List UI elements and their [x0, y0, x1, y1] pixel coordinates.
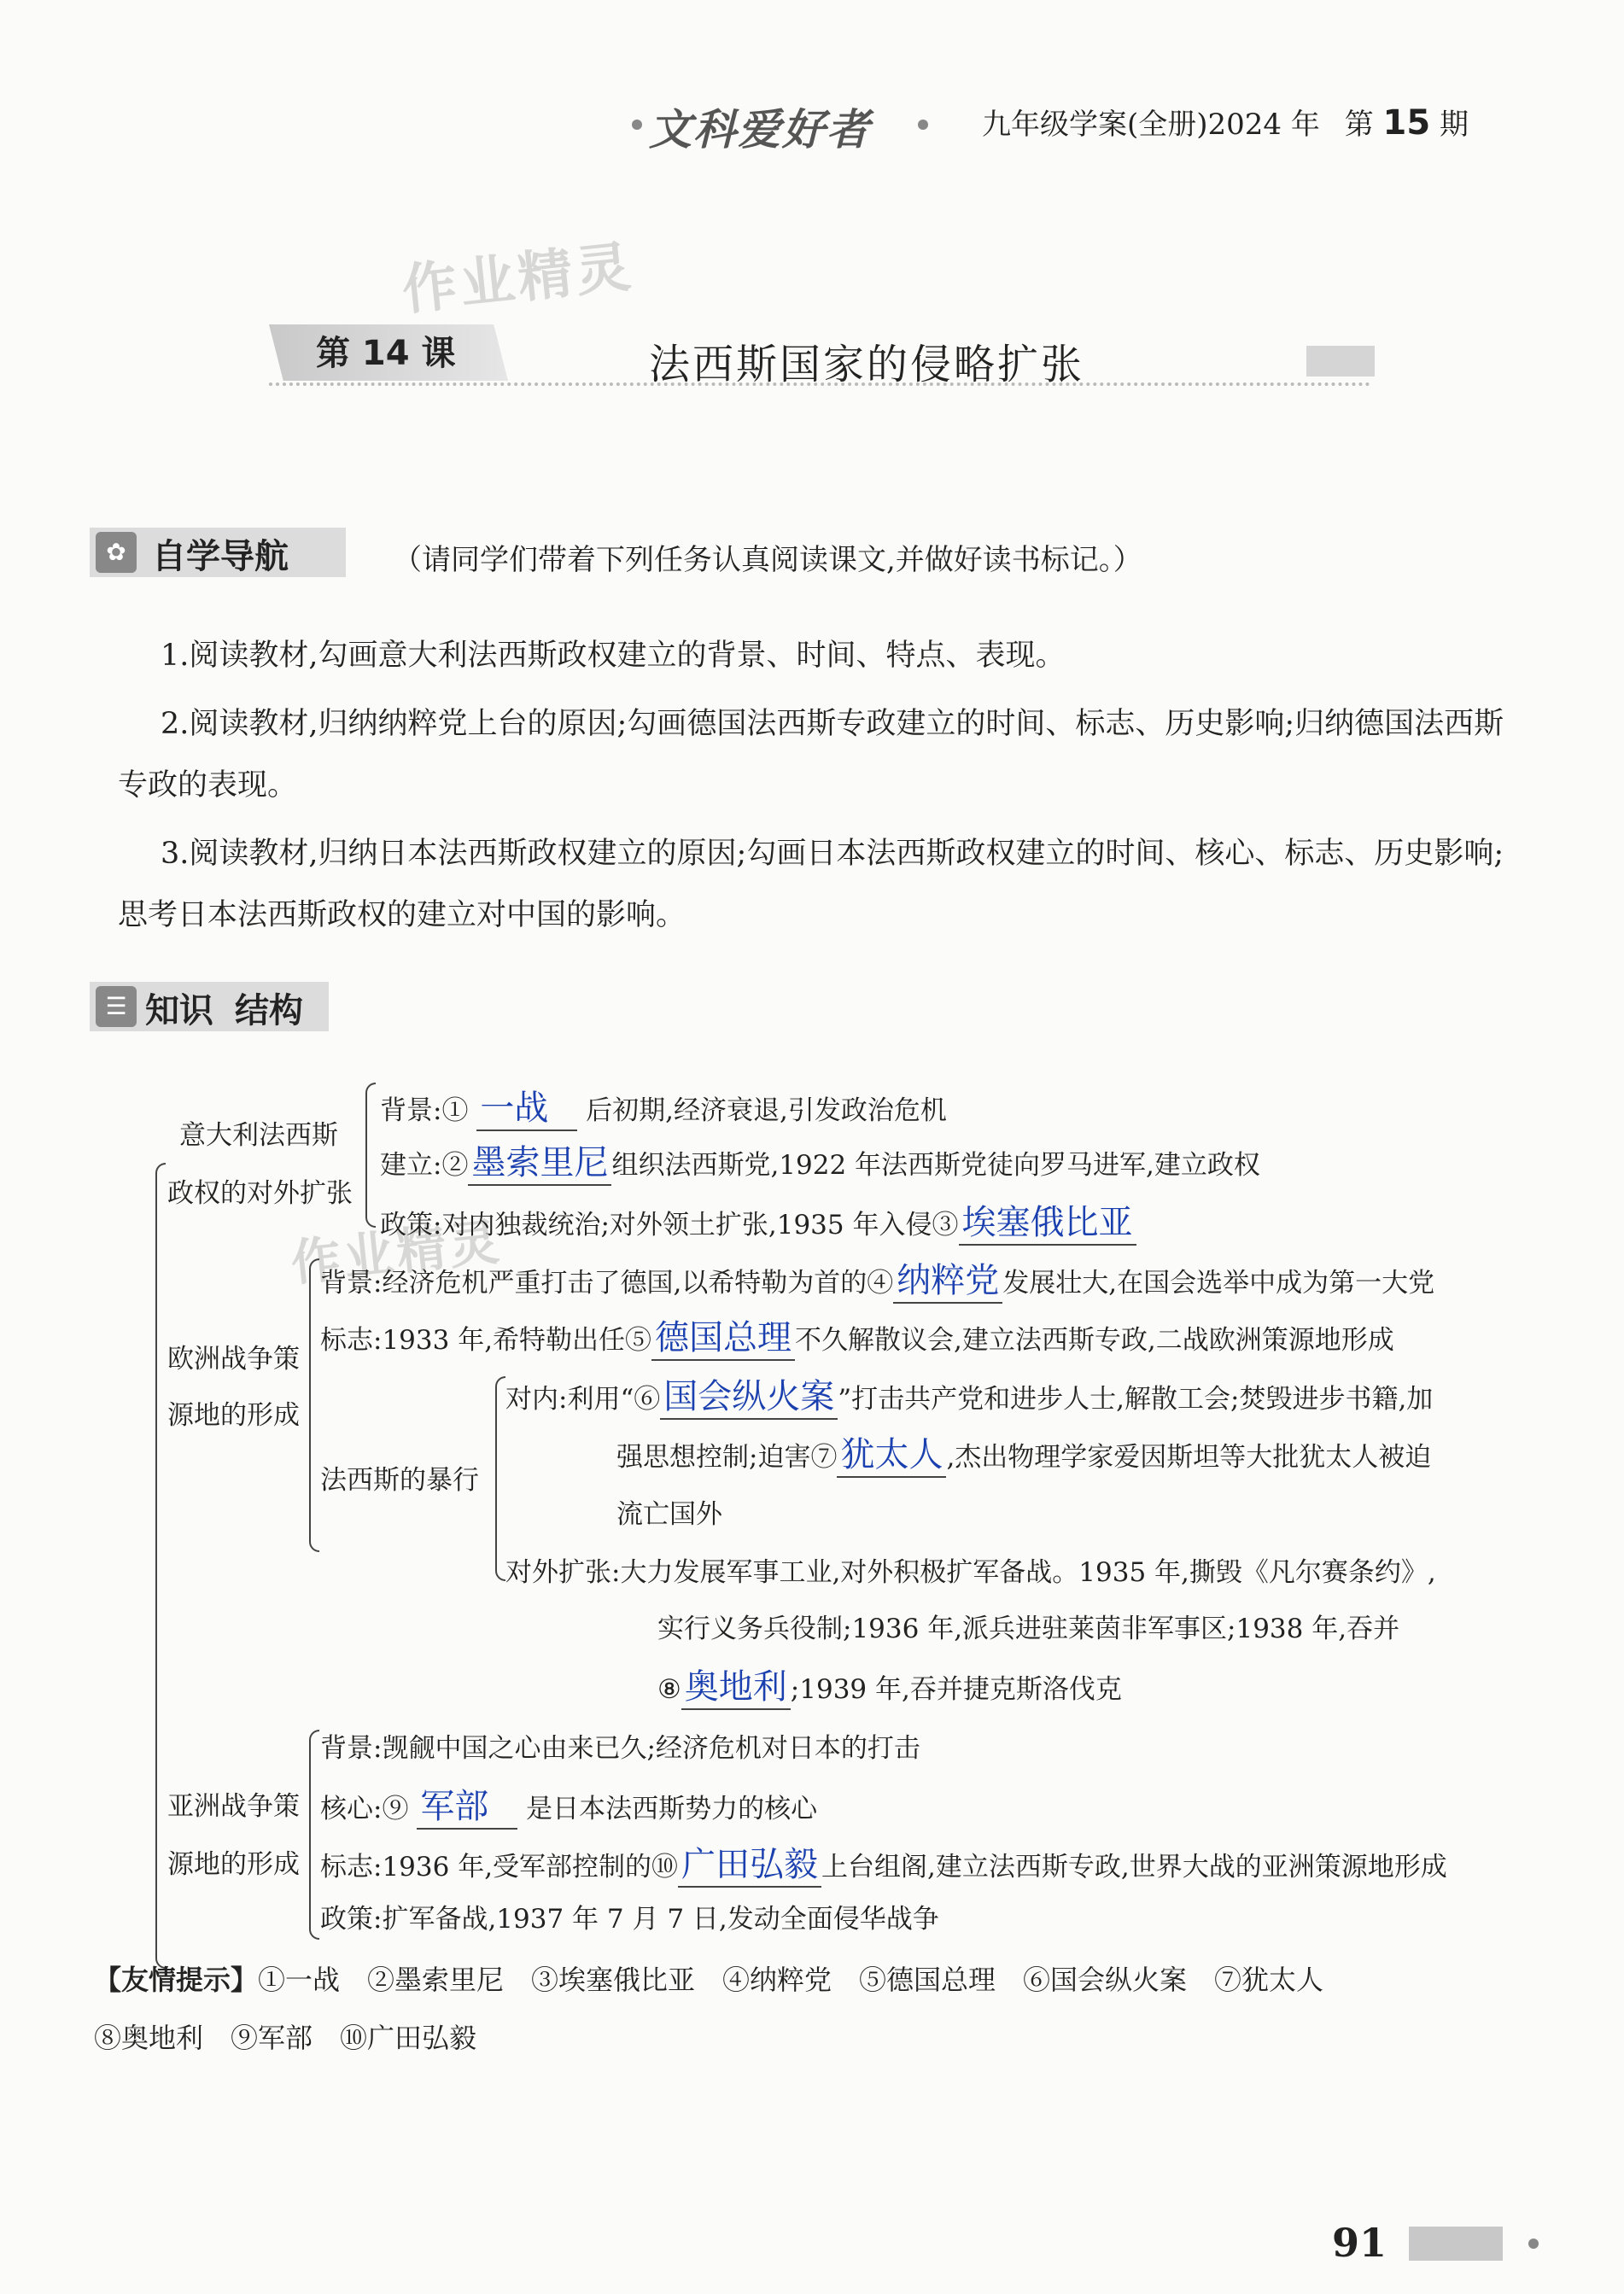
europe-sign-pre: 标志:1933 年,希特勒出任⑤ — [320, 1325, 652, 1356]
atrocity-brace — [495, 1376, 505, 1581]
italy-est-answer: 墨索里尼 — [468, 1135, 611, 1186]
europe-internal-3: 流亡国外 — [616, 1499, 722, 1530]
issue-info — [982, 101, 1469, 143]
page-number: 91 — [1332, 2220, 1387, 2266]
asia-policy: 政策:扩军备战,1937 年 7 月 7 日,发动全面侵华战争 — [320, 1904, 939, 1935]
italy-bg-pre: 背景:① — [380, 1095, 469, 1126]
header-dot-right — [918, 120, 928, 130]
issue-suffix: 期 — [1439, 108, 1469, 142]
title-divider — [269, 382, 1370, 386]
self-study-note: （请同学们带着下列任务认真阅读课文,并做好读书标记。） — [393, 543, 1142, 577]
issue-prefix: 九年级学案(全册)2024 年 — [982, 108, 1320, 142]
italy-bg-answer: 一战 — [476, 1081, 577, 1131]
asia-core — [320, 1779, 817, 1830]
italy-label-1: 意大利法西斯 — [179, 1120, 338, 1151]
europe-sign-answer: 德国总理 — [651, 1310, 795, 1361]
task-item-2: 2.阅读教材,归纳纳粹党上台的原因;勾画德国法西斯专政建立的时间、标志、历史影响;归纳德国法西斯专政的表现。 — [118, 707, 1504, 803]
italy-background — [380, 1081, 947, 1131]
italy-pol-answer: 埃塞俄比亚 — [959, 1195, 1136, 1246]
europe-label-2: 源地的形成 — [167, 1400, 300, 1431]
europe-sign — [320, 1310, 1394, 1361]
structure-icon: ☰ — [96, 986, 137, 1027]
asia-brace — [309, 1730, 319, 1940]
europe-external-1: 对外扩张:大力发展军事工业,对外积极扩军备战。1935 年,撕毁《凡尔赛条约》, — [505, 1557, 1436, 1588]
europe-out3-answer: 奥地利 — [681, 1660, 791, 1710]
italy-est-pre: 建立:② — [380, 1150, 469, 1181]
europe-external-2: 实行义务兵役制;1936 年,派兵进驻莱茵非军事区;1938 年,吞并 — [657, 1614, 1400, 1644]
footer-dot — [1528, 2239, 1539, 2249]
lesson-number: 第 14 课 — [316, 334, 456, 373]
italy-est-post: 组织法西斯党,1922 年法西斯党徒向罗马进军,建立政权 — [611, 1150, 1260, 1181]
europe-in-pre: 对内:利用“⑥ — [505, 1384, 661, 1415]
hints-line-2: ⑧奥地利 ⑨军部 ⑩广田弘毅 — [94, 2022, 477, 2054]
asia-core-pre: 核心:⑨ — [320, 1794, 409, 1824]
issue-di: 第 — [1344, 108, 1374, 142]
europe-sign-post: 不久解散议会,建立法西斯专政,二战欧洲策源地形成 — [795, 1325, 1394, 1356]
watermark: 作业精灵 — [288, 1212, 505, 1293]
lesson-title: 法西斯国家的侵略扩张 — [649, 341, 1085, 388]
main-brace — [155, 1163, 166, 1969]
europe-brace — [309, 1258, 319, 1552]
europe-in-post: ”打击共产党和进步人士,解散工会;焚毁进步书籍,加 — [838, 1384, 1434, 1415]
europe-internal-1 — [505, 1369, 1433, 1420]
europe-label-1: 欧洲战争策 — [167, 1344, 300, 1375]
europe-internal-2 — [616, 1427, 1431, 1478]
europe-in2-answer: 犹太人 — [837, 1427, 946, 1478]
asia-sign-answer: 广田弘毅 — [678, 1837, 821, 1888]
structure-heading-a: 知识 — [145, 991, 213, 1030]
europe-in2-pre: 强思想控制;迫害⑦ — [616, 1442, 838, 1473]
europe-bg-pre: 背景:经济危机严重打击了德国,以希特勒为首的④ — [320, 1268, 894, 1299]
italy-bg-post: 后初期,经济衰退,引发政治危机 — [586, 1095, 947, 1126]
europe-in-answer: 国会纵火案 — [660, 1369, 838, 1420]
europe-external-3 — [657, 1660, 1122, 1710]
asia-label-1: 亚洲战争策 — [167, 1791, 300, 1822]
europe-background — [320, 1253, 1434, 1304]
title-decoration — [1306, 346, 1375, 376]
task-item-1: 1.阅读教材,勾画意大利法西斯政权建立的背景、时间、特点、表现。 — [161, 639, 1066, 673]
europe-out3-pre: ⑧ — [657, 1674, 681, 1705]
magazine-logo: 文科爱好者 — [649, 105, 871, 155]
page-tab — [1409, 2227, 1503, 2261]
europe-in2-post: ,杰出物理学家爱因斯坦等大批犹太人被迫 — [946, 1442, 1432, 1473]
italy-policy — [380, 1195, 1136, 1246]
task-item-3: 3.阅读教材,归纳日本法西斯政权建立的原因;勾画日本法西斯政权建立的时间、核心、标志、历史影响;思考日本法西斯政权的建立对中国的影响。 — [118, 837, 1504, 932]
hints-text-1: ①一战 ②墨索里尼 ③埃塞俄比亚 ④纳粹党 ⑤德国总理 ⑥国会纵火案 ⑦犹太人 — [258, 1964, 1324, 1996]
guide-icon: ✿ — [96, 532, 137, 573]
asia-sign-post: 上台组阁,建立法西斯专政,世界大战的亚洲策源地形成 — [821, 1852, 1447, 1882]
italy-label-2: 政权的对外扩张 — [167, 1178, 353, 1209]
hints-line-1 — [94, 1958, 1323, 1998]
italy-brace — [365, 1083, 376, 1228]
self-study-heading: 自学导航 — [152, 537, 289, 576]
asia-background: 背景:觊觎中国之心由来已久;经济危机对日本的打击 — [320, 1733, 920, 1764]
italy-pol-pre: 政策:对内独裁统治;对外领土扩张,1935 年入侵③ — [380, 1210, 959, 1240]
asia-core-answer: 军部 — [417, 1779, 517, 1830]
asia-sign — [320, 1837, 1447, 1888]
europe-out3-post: ;1939 年,吞并捷克斯洛伐克 — [790, 1674, 1122, 1705]
asia-sign-pre: 标志:1936 年,受军部控制的⑩ — [320, 1852, 679, 1882]
issue-number: 15 — [1382, 103, 1431, 143]
hints-label: 【友情提示】 — [94, 1964, 259, 1996]
europe-atrocity-label: 法西斯的暴行 — [320, 1465, 479, 1496]
structure-heading-b: 结构 — [235, 991, 303, 1030]
europe-bg-answer: 纳粹党 — [893, 1253, 1002, 1304]
header-dot-left — [632, 120, 642, 130]
watermark: 作业精灵 — [399, 235, 637, 323]
europe-bg-post: 发展壮大,在国会选举中成为第一大党 — [1002, 1268, 1435, 1299]
italy-establish — [380, 1135, 1260, 1186]
asia-core-post: 是日本法西斯势力的核心 — [526, 1794, 818, 1824]
asia-label-2: 源地的形成 — [167, 1849, 300, 1880]
